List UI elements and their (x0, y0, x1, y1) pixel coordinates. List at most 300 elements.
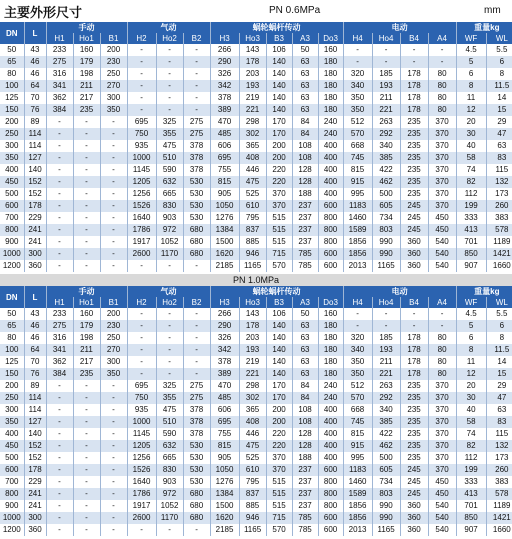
table-cell: 715 (266, 512, 292, 524)
table-cell: 972 (156, 488, 183, 500)
table-cell: 1145 (127, 164, 156, 176)
table-cell: 360 (400, 500, 428, 512)
table-cell: 140 (24, 164, 46, 176)
table-row (0, 512, 512, 524)
table-cell: 540 (428, 260, 456, 272)
table-cell: 995 (343, 452, 372, 464)
table-cell: 360 (400, 248, 428, 260)
table-cell: 89 (24, 380, 46, 392)
table-cell: 47 (486, 392, 512, 404)
table-cell: 665 (156, 188, 183, 200)
table-cell: 450 (0, 176, 24, 188)
table-cell: 365 (239, 404, 266, 416)
table-cell: 84 (292, 392, 318, 404)
table-cell: 178 (400, 68, 428, 80)
table-cell: - (127, 308, 156, 320)
table-cell: 1500 (210, 500, 239, 512)
table-cell: - (127, 92, 156, 104)
table-cell: 193 (372, 80, 400, 92)
table-cell: 5 (456, 56, 486, 68)
table-cell: 125 (0, 356, 24, 368)
table-cell: 2013 (343, 524, 372, 536)
table-cell: 220 (266, 176, 292, 188)
table-cell: 80 (428, 344, 456, 356)
table-cell: 341 (46, 80, 73, 92)
pressure-rating-label: PN 0.6MPa (269, 5, 321, 16)
table-cell: - (73, 236, 100, 248)
table-cell: - (73, 404, 100, 416)
table-cell: 275 (183, 392, 210, 404)
table-cell: 11.5 (486, 80, 512, 92)
table-cell: 1165 (372, 260, 400, 272)
table-cell: - (100, 500, 127, 512)
table-cell: 115 (486, 428, 512, 440)
table-cell: 74 (456, 428, 486, 440)
table-row (0, 212, 512, 224)
table-cell: 500 (372, 188, 400, 200)
table-cell: 1384 (210, 488, 239, 500)
table-cell: - (46, 500, 73, 512)
table-cell: 47 (486, 128, 512, 140)
table-cell: 140 (266, 104, 292, 116)
dimension-table-section-1 (0, 22, 512, 272)
table-cell: 220 (266, 428, 292, 440)
table-cell: 30 (456, 128, 486, 140)
table-cell: 530 (183, 440, 210, 452)
table-cell: 530 (183, 452, 210, 464)
table-cell: 422 (372, 164, 400, 176)
table-cell: 300 (24, 512, 46, 524)
table-cell: - (372, 308, 400, 320)
table-cell: - (46, 464, 73, 476)
table-cell: - (73, 260, 100, 272)
table-row (0, 224, 512, 236)
table-cell: - (46, 164, 73, 176)
table-cell: 734 (372, 476, 400, 488)
table-cell: 300 (24, 248, 46, 260)
table-cell: - (46, 428, 73, 440)
table-cell: 815 (210, 440, 239, 452)
table-cell: 755 (210, 164, 239, 176)
table-cell: - (73, 464, 100, 476)
col-header-wl: WL (486, 33, 512, 44)
table-cell: 378 (183, 416, 210, 428)
table-cell: 178 (400, 332, 428, 344)
table-cell: 15 (486, 104, 512, 116)
table-cell: 180 (318, 68, 343, 80)
table-cell: 350 (0, 152, 24, 164)
table-cell: 350 (100, 104, 127, 116)
table-cell: - (46, 152, 73, 164)
table-cell: 132 (486, 440, 512, 452)
table-cell: 178 (400, 104, 428, 116)
table-cell: 384 (46, 368, 73, 380)
table-cell: 701 (456, 500, 486, 512)
table-cell: 570 (343, 128, 372, 140)
table-cell: 65 (0, 320, 24, 332)
col-header-h4: H4 (343, 33, 372, 44)
table-cell: 178 (24, 200, 46, 212)
table-cell: 370 (266, 464, 292, 476)
table-cell: 63 (292, 104, 318, 116)
table-cell: 400 (318, 428, 343, 440)
table-row (0, 56, 512, 68)
table-cell: 43 (24, 308, 46, 320)
table-cell: - (100, 464, 127, 476)
table-cell: 389 (210, 104, 239, 116)
table-cell: 695 (127, 116, 156, 128)
table-cell: 250 (100, 68, 127, 80)
table-cell: 2185 (210, 524, 239, 536)
table-row (0, 92, 512, 104)
table-cell: 1589 (343, 224, 372, 236)
table-cell: - (127, 104, 156, 116)
table-cell: 755 (210, 428, 239, 440)
table-cell: 385 (372, 152, 400, 164)
table-row (0, 404, 512, 416)
table-cell: 680 (183, 236, 210, 248)
table-cell: 198 (73, 332, 100, 344)
table-cell: 700 (0, 476, 24, 488)
table-cell: 63 (292, 56, 318, 68)
col-header-b2: B2 (183, 33, 210, 44)
table-cell: - (73, 116, 100, 128)
table-cell: 515 (266, 488, 292, 500)
col-header-dn: DN (0, 22, 24, 44)
table-cell: 237 (292, 224, 318, 236)
table-cell: 46 (24, 332, 46, 344)
table-row (0, 320, 512, 332)
table-cell: 128 (292, 440, 318, 452)
table-cell: 179 (73, 56, 100, 68)
table-cell: 355 (156, 128, 183, 140)
table-cell: - (127, 356, 156, 368)
table-cell: 512 (343, 116, 372, 128)
table-cell: - (183, 260, 210, 272)
table-cell: 1052 (156, 236, 183, 248)
table-cell: 400 (318, 452, 343, 464)
table-cell: 715 (266, 248, 292, 260)
table-cell: 221 (239, 104, 266, 116)
table-cell: 2600 (127, 248, 156, 260)
table-cell: 915 (343, 176, 372, 188)
table-cell: 1500 (210, 236, 239, 248)
table-cell: 8 (486, 68, 512, 80)
table-cell: 74 (456, 164, 486, 176)
col-header-b4: B4 (400, 297, 428, 308)
table-cell: 990 (372, 512, 400, 524)
table-cell: 235 (400, 380, 428, 392)
table-cell: 530 (183, 188, 210, 200)
table-cell: 178 (400, 356, 428, 368)
table-cell: 235 (400, 404, 428, 416)
table-cell: 11.5 (486, 344, 512, 356)
table-cell: 112 (456, 452, 486, 464)
table-cell: 830 (156, 200, 183, 212)
table-cell: 233 (46, 308, 73, 320)
table-cell: 990 (372, 236, 400, 248)
table-cell: - (100, 428, 127, 440)
table-cell: 665 (156, 452, 183, 464)
table-cell: 400 (318, 140, 343, 152)
col-header-h2: H2 (127, 297, 156, 308)
table-cell: 5.5 (486, 44, 512, 56)
table-cell: - (183, 356, 210, 368)
table-cell: 5.5 (486, 308, 512, 320)
table-cell: 219 (239, 92, 266, 104)
table-row (0, 68, 512, 80)
table-cell: 1170 (156, 248, 183, 260)
table-cell: - (73, 476, 100, 488)
table-cell: 250 (0, 392, 24, 404)
table-cell: 803 (372, 488, 400, 500)
col-header-b4: B4 (400, 33, 428, 44)
table-row (0, 140, 512, 152)
table-cell: 275 (183, 116, 210, 128)
table-cell: 1000 (0, 512, 24, 524)
table-cell: - (343, 56, 372, 68)
table-cell: 1526 (127, 464, 156, 476)
table-cell: - (156, 260, 183, 272)
table-row (0, 500, 512, 512)
table-cell: 140 (266, 56, 292, 68)
table-cell: 229 (24, 212, 46, 224)
table-cell: 935 (127, 404, 156, 416)
table-cell: 800 (318, 224, 343, 236)
table-cell: 413 (456, 488, 486, 500)
table-cell: 360 (400, 236, 428, 248)
table-cell: - (46, 236, 73, 248)
table-cell: 470 (210, 116, 239, 128)
table-row (0, 200, 512, 212)
table-cell: 485 (210, 128, 239, 140)
table-cell: 237 (292, 212, 318, 224)
table-cell: 680 (183, 224, 210, 236)
table-cell: 578 (486, 224, 512, 236)
table-cell: 462 (372, 440, 400, 452)
table-cell: 260 (486, 464, 512, 476)
table-cell: 100 (0, 80, 24, 92)
table-cell: 200 (100, 44, 127, 56)
table-cell: 100 (0, 344, 24, 356)
table-cell: 178 (400, 80, 428, 92)
table-cell: 89 (24, 116, 46, 128)
table-cell: 76 (24, 104, 46, 116)
table-cell: 237 (292, 464, 318, 476)
table-cell: 316 (46, 332, 73, 344)
table-cell: - (183, 308, 210, 320)
table-cell: 1165 (239, 524, 266, 536)
table-row (0, 176, 512, 188)
table-cell: - (343, 44, 372, 56)
table-cell: 11 (456, 356, 486, 368)
table-cell: 140 (266, 92, 292, 104)
group-header-manual: 手动 (46, 286, 127, 297)
table-cell: 905 (210, 452, 239, 464)
table-cell: 632 (156, 440, 183, 452)
table-cell: 610 (239, 464, 266, 476)
table-cell: 46 (24, 68, 46, 80)
table-cell: - (100, 416, 127, 428)
table-cell: 106 (266, 308, 292, 320)
table-cell: 63 (292, 320, 318, 332)
table-cell: - (100, 200, 127, 212)
table-cell: 245 (400, 200, 428, 212)
table-cell: 515 (266, 476, 292, 488)
table-cell: 20 (456, 116, 486, 128)
table-cell: - (400, 320, 428, 332)
table-cell: - (156, 356, 183, 368)
table-cell: 540 (428, 500, 456, 512)
table-cell: 606 (210, 404, 239, 416)
table-cell: 150 (0, 104, 24, 116)
table-row (0, 392, 512, 404)
table-cell: 30 (456, 392, 486, 404)
table-cell: - (100, 116, 127, 128)
col-header-wf: WF (456, 297, 486, 308)
table-cell: 302 (239, 392, 266, 404)
table-cell: - (100, 224, 127, 236)
table-cell: 46 (24, 320, 46, 332)
table-cell: 180 (318, 80, 343, 92)
table-cell: - (100, 260, 127, 272)
table-cell: - (46, 380, 73, 392)
col-header-ho4: Ho4 (372, 33, 400, 44)
table-cell: 340 (372, 404, 400, 416)
table-cell: 128 (292, 164, 318, 176)
table-cell: 370 (266, 200, 292, 212)
table-cell: 200 (266, 416, 292, 428)
table-cell: 815 (210, 176, 239, 188)
table-row (0, 368, 512, 380)
table-cell: 1165 (372, 524, 400, 536)
col-header-b3: B3 (266, 33, 292, 44)
table-cell: 1640 (127, 476, 156, 488)
table-cell: 1256 (127, 188, 156, 200)
table-cell: 80 (428, 332, 456, 344)
table-cell: 370 (428, 152, 456, 164)
table-cell: 408 (239, 152, 266, 164)
table-cell: 1856 (343, 248, 372, 260)
table-cell: - (156, 308, 183, 320)
table-cell: 1205 (127, 440, 156, 452)
table-cell: 462 (372, 176, 400, 188)
table-cell: 1786 (127, 224, 156, 236)
col-header-h2: H2 (127, 33, 156, 44)
table-cell: 40 (456, 404, 486, 416)
table-cell: - (127, 332, 156, 344)
col-header-h1: H1 (46, 297, 73, 308)
table-cell: 83 (486, 152, 512, 164)
table-cell: 1189 (486, 236, 512, 248)
table-cell: 515 (266, 212, 292, 224)
table-cell: 84 (292, 128, 318, 140)
table-cell: 200 (266, 152, 292, 164)
table-cell: - (183, 92, 210, 104)
table-row (0, 188, 512, 200)
table-cell: - (156, 332, 183, 344)
table-cell: - (127, 524, 156, 536)
table-cell: 750 (127, 128, 156, 140)
table-cell: 128 (292, 176, 318, 188)
table-cell: 185 (372, 68, 400, 80)
table-cell: 76 (24, 368, 46, 380)
table-cell: 240 (318, 128, 343, 140)
table-cell: 1526 (127, 200, 156, 212)
dimension-table-pn06 (0, 22, 512, 272)
table-cell: 6 (456, 68, 486, 80)
table-cell: 800 (0, 224, 24, 236)
table-cell: 12 (456, 368, 486, 380)
table-cell: 578 (486, 488, 512, 500)
table-cell: 5 (456, 320, 486, 332)
table-cell: - (100, 392, 127, 404)
table-cell: 180 (318, 356, 343, 368)
table-cell: 50 (292, 44, 318, 56)
table-cell: 178 (400, 92, 428, 104)
table-cell: 370 (428, 164, 456, 176)
col-header-h3: H3 (210, 33, 239, 44)
table-cell: 378 (183, 164, 210, 176)
table-cell: 400 (318, 152, 343, 164)
table-cell: 160 (73, 44, 100, 56)
table-cell: 64 (24, 80, 46, 92)
table-cell: 108 (292, 416, 318, 428)
table-cell: 1052 (156, 500, 183, 512)
table-cell: 50 (292, 308, 318, 320)
table-cell: 211 (372, 356, 400, 368)
table-cell: 221 (239, 368, 266, 380)
table-cell: - (183, 368, 210, 380)
table-cell: 180 (318, 92, 343, 104)
table-cell: 695 (127, 380, 156, 392)
table-cell: - (46, 524, 73, 536)
table-cell: - (127, 68, 156, 80)
table-cell: 8 (456, 344, 486, 356)
table-cell: 510 (156, 152, 183, 164)
table-cell: 995 (343, 188, 372, 200)
table-cell: 173 (486, 452, 512, 464)
table-cell: 140 (266, 332, 292, 344)
table-cell: - (183, 68, 210, 80)
table-cell: 8 (456, 80, 486, 92)
table-cell: 326 (210, 68, 239, 80)
table-cell: 300 (100, 92, 127, 104)
table-cell: - (46, 200, 73, 212)
group-header-weight: 重量kg (456, 286, 512, 297)
table-cell: 260 (486, 200, 512, 212)
table-cell: - (127, 368, 156, 380)
table-row (0, 260, 512, 272)
table-cell: 530 (183, 212, 210, 224)
table-cell: 400 (318, 176, 343, 188)
table-cell: 235 (400, 164, 428, 176)
table-cell: 320 (343, 332, 372, 344)
table-cell: 235 (400, 140, 428, 152)
table-cell: 680 (183, 488, 210, 500)
table-cell: 350 (100, 368, 127, 380)
table-cell: 400 (318, 440, 343, 452)
table-cell: - (100, 452, 127, 464)
table-cell: 570 (266, 524, 292, 536)
table-cell: - (183, 56, 210, 68)
table-cell: 450 (428, 224, 456, 236)
table-cell: 450 (428, 212, 456, 224)
table-cell: 695 (210, 152, 239, 164)
table-cell: 590 (156, 164, 183, 176)
table-cell: 108 (292, 404, 318, 416)
table-cell: 170 (266, 128, 292, 140)
